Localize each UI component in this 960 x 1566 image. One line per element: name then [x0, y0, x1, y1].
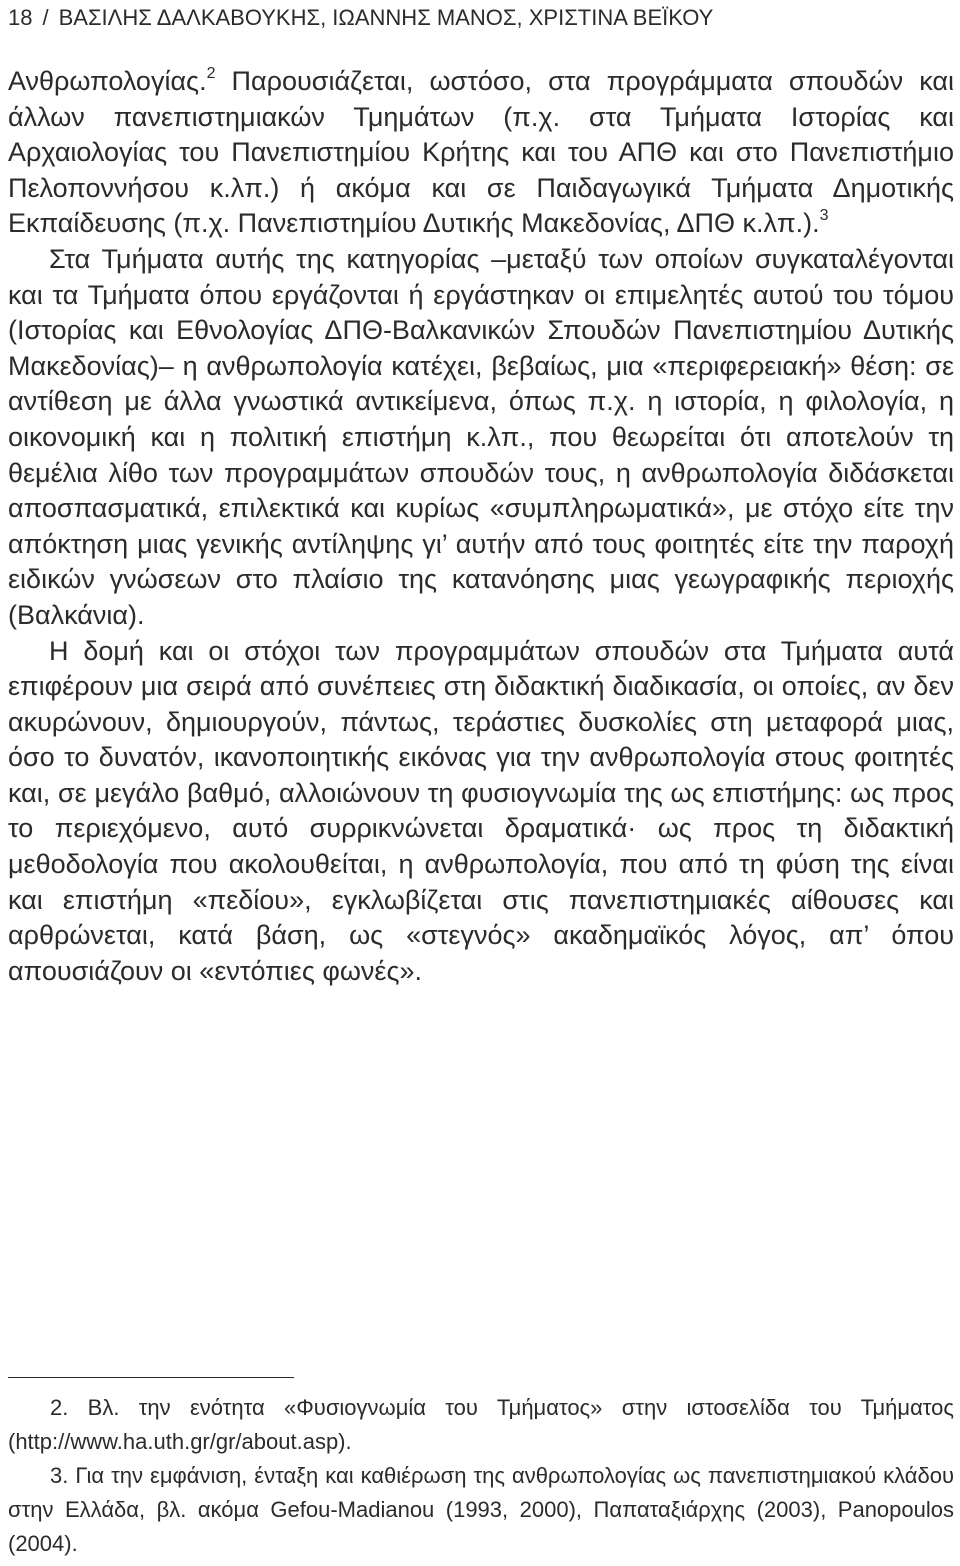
footnote-divider [8, 1377, 294, 1378]
main-text [8, 64, 954, 989]
footnote-ref-3[interactable]: 3 [819, 207, 829, 225]
header-authors: ΒΑΣΙΛΗΣ ΔΑΛΚΑΒΟΥΚΗΣ, ΙΩΑΝΝΗΣ ΜΑΝΟΣ, ΧΡΙΣΤΙΝΑ ΒΕΪΚΟΥ [58, 5, 714, 30]
page-number: 18 [8, 5, 33, 30]
paragraph-3: Η δομή και οι στόχοι των προγραμμάτων σπουδών στα Τμήματα αυτά επιφέρουν μια σειρά από συνέπειες στη διδακτική διαδικασία, οι οποίες, αν δεν ακυρώνουν, δημιουργούν, πάντως, τεράστιες δυσκολίες στη μεταφορά μιας, όσο το δυνατόν, ικανοποιητικής εικόνας για την ανθρωπολογία στους φοιτητές και, σε μεγάλο βαθμό, αλλοιώνουν τη φυσιογνωμία της ως επιστήμης: ως προς το περιεχόμενο, αυτό συρρικνώνεται δραματικά· ως προς τη διδακτική μεθοδολογία που ακολουθείται, η ανθρωπολογία, που από τη φύση της είναι και επιστήμη «πεδίου», εγκλωβίζεται στις πανεπιστημιακές αίθουσες και αρθρώνεται, κατά βάση, ως «στεγνός» ακαδημαϊκός λόγος, απ’ όπου απουσιάζουν οι «εντόπιες φωνές». [8, 635, 954, 986]
paragraph-1 [8, 64, 954, 242]
footnote-ref-2[interactable]: 2 [206, 65, 216, 82]
paragraph-2: Στα Τμήματα αυτής της κατηγορίας –μεταξύ των οποίων συγκαταλέγονται και τα Τμήματα όπου εργάζονται ή εργάστηκαν οι επιμελητές αυτού του τόμου (Ιστορίας και Εθνολογίας ΔΠΘ-Βαλκανικών Σπουδών Πανεπιστημίου Δυτικής Μακεδονίας)– η ανθρωπολογία κατέχει, βεβαίως, μια «περιφερειακή» θέση: σε αντίθεση με άλλα γνωστικά αντικείμενα, όπως π.χ. η ιστορία, η φιλολογία, η οικονομική και η πολιτική επιστήμη κ.λπ., που θεωρείται ότι αποτελούν τη θεμέλια λίθο των προγραμμάτων σπουδών τους, η ανθρωπολογία διδάσκεται αποσπασματικά, επιλεκτικά και κυρίως «συμπληρωματικά», με στόχο είτε την απόκτηση μιας γενικής αντίληψης γι’ αυτήν από τους φοιτητές είτε την παροχή ειδικών γνώσεων στο πλαίσιο της κατανόησης μιας γεωγραφικής περιοχής (Βαλκάνια). [8, 243, 954, 630]
running-header [8, 4, 713, 32]
footnotes [8, 1391, 954, 1561]
footnote-2: 2. Βλ. την ενότητα «Φυσιογνωμία του Τμήματος» στην ιστοσελίδα του Τμήματος (http://www.ha.uth.gr/gr/about.asp). [8, 1395, 954, 1454]
paragraph-1-start: Ανθρωπολογίας. [8, 66, 207, 96]
paragraph-1-text: Παρουσιάζεται, ωστόσο, στα προγράμματα σπουδών και άλλων πανεπιστημιακών Τμημάτων (π.χ. στα Τμήματα Ιστορίας και Αρχαιολογίας του Πανεπιστημίου Κρήτης και του ΑΠΘ και στο Πανεπιστήμιο Πελοποννήσου κ.λπ.) ή ακόμα και σε Παιδαγωγικά Τμήματα Δημοτικής Εκπαίδευσης (π.χ. Πανεπιστημίου Δυτικής Μακεδονίας, ΔΠΘ κ.λπ.). [8, 66, 954, 239]
header-separator: / [42, 5, 49, 30]
footnote-3: 3. Για την εμφάνιση, ένταξη και καθιέρωση της ανθρωπολογίας ως πανεπιστημιακού κλάδου στην Ελλάδα, βλ. ακόμα Gefou-Madianou (1993, 2000), Παπαταξιάρχης (2003), Panopoulos (2004). [8, 1463, 954, 1556]
